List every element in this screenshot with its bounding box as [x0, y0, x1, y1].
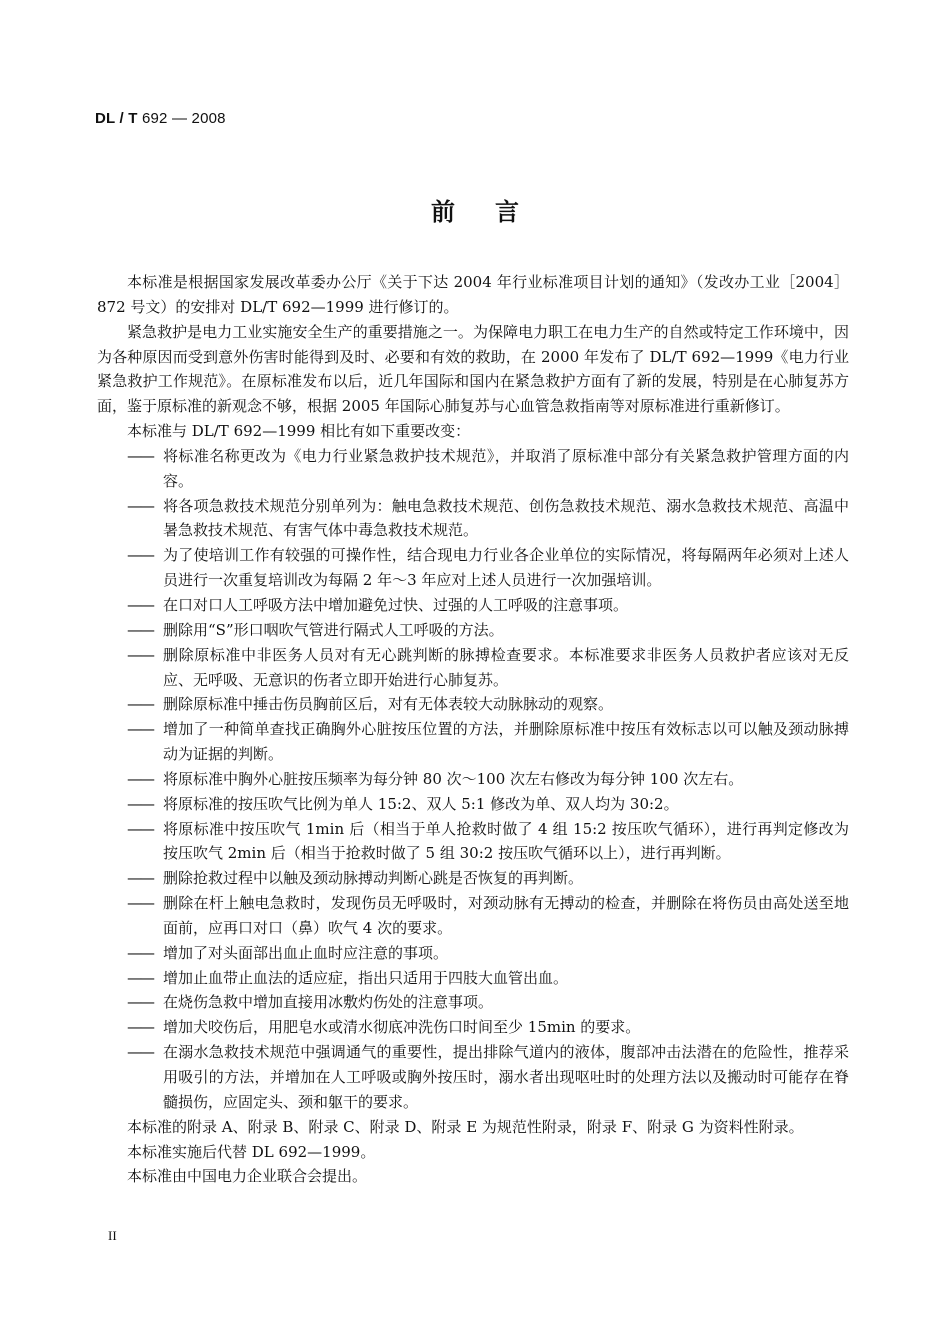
document-code-header	[95, 110, 226, 127]
list-item-text: 在口对口人工呼吸方法中增加避免过快、过强的人工呼吸的注意事项。	[163, 595, 629, 614]
list-item	[97, 1015, 849, 1040]
dash-marker: ——	[127, 446, 153, 465]
dash-marker: ——	[127, 496, 153, 515]
list-item-text: 增加了对头面部出血止血时应注意的事项。	[163, 943, 449, 962]
dash-marker: ——	[127, 968, 153, 987]
list-item	[97, 866, 849, 891]
dash-marker: ——	[127, 595, 153, 614]
list-item-text: 增加止血带止血法的适应症，指出只适用于四肢大血管出血。	[163, 968, 569, 987]
list-item-text: 将各项急救技术规范分别单列为：触电急救技术规范、创伤急救技术规范、溺水急救技术规范、高温中暑急救技术规范、有害气体中毒急救技术规范。	[163, 496, 849, 540]
list-item	[97, 891, 849, 941]
list-item-text: 将标准名称更改为《电力行业紧急救护技术规范》，并取消了原标准中部分有关紧急救护管理方面的内容。	[163, 446, 849, 490]
list-item	[97, 966, 849, 991]
list-item	[97, 444, 849, 494]
list-item	[97, 941, 849, 966]
dash-marker: ——	[127, 720, 153, 739]
paragraph: 本标准是根据国家发展改革委办公厅《关于下达 2004 年行业标准项目计划的通知》（发改办工业［2004］872 号文）的安排对 DL/T 692—1999 进行修订的。	[97, 273, 849, 316]
dash-marker: ——	[127, 1043, 153, 1062]
standard-code: DL / T	[95, 110, 138, 127]
list-item-text: 在溺水急救技术规范中强调通气的重要性，提出排除气道内的液体，腹部冲击法潜在的危险性，推荐采用吸引的方法，并增加在人工呼吸或胸外按压时，溺水者出现呕吐时的处理方法以及搬动时可能存在脊髓损伤，应固定头、颈和躯干的要求。	[163, 1043, 849, 1111]
list-item-text: 删除原标准中捶击伤员胸前区后，对有无体表较大动脉脉动的观察。	[163, 695, 614, 714]
list-item-text: 增加了一种简单查找正确胸外心脏按压位置的方法，并删除原标准中按压有效标志以可以触及颈动脉搏动为证据的判断。	[163, 720, 849, 764]
list-item	[97, 593, 849, 618]
dash-marker: ——	[127, 546, 153, 565]
list-item	[97, 618, 849, 643]
list-item-text: 删除抢救过程中以触及颈动脉搏动判断心跳是否恢复的再判断。	[163, 869, 584, 888]
list-item-text: 将原标准中按压吹气 1min 后（相当于单人抢救时做了 4 组 15:2 按压吹气循环），进行再判定修改为按压吹气 2min 后（相当于抢救时做了 5 组 30:2 按压吹气循环以上），进行再判断。	[163, 819, 849, 863]
list-item-text: 将原标准中胸外心脏按压频率为每分钟 80 次～100 次左右修改为每分钟 100 次左右。	[163, 769, 744, 788]
dash-marker: ——	[127, 645, 153, 664]
paragraph: 紧急救护是电力工业实施安全生产的重要措施之一。为保障电力职工在电力生产的自然或特定工作环境中，因为各种原因而受到意外伤害时能得到及时、必要和有效的救助，在 2000 年发布了 DL/T 692—1999《电力行业紧急救护工作规范》。在原标准发布以后，近几年国际和国内在紧急救护方面有了新的发展，特别是在心肺复苏方面，鉴于原标准的新观念不够，根据 2005 年国际心肺复苏与心血管急救指南等对原标准进行重新修订。	[97, 322, 849, 416]
dash-marker: ——	[127, 1018, 153, 1037]
dash-marker: ——	[127, 894, 153, 913]
list-item-text: 删除用“S”形口咽吹气管进行隔式人工呼吸的方法。	[163, 620, 504, 639]
list-item	[97, 1040, 849, 1115]
dash-marker: ——	[127, 794, 153, 813]
paragraph: 本标准由中国电力企业联合会提出。	[127, 1167, 368, 1186]
dash-marker: ——	[127, 695, 153, 714]
paragraph: 本标准实施后代替 DL 692—1999。	[127, 1142, 376, 1161]
list-item	[97, 817, 849, 867]
list-item-text: 将原标准的按压吹气比例为单人 15:2、双人 5:1 修改为单、双人均为 30:2。	[163, 794, 679, 813]
list-item	[97, 767, 849, 792]
list-item	[97, 543, 849, 593]
list-item-text: 删除原标准中非医务人员对有无心跳判断的脉搏检查要求。本标准要求非医务人员救护者应该对无反应、无呼吸、无意识的伤者立即开始进行心肺复苏。	[163, 645, 849, 689]
list-item-text: 在烧伤急救中增加直接用冰敷灼伤处的注意事项。	[163, 993, 494, 1012]
list-item	[97, 643, 849, 693]
list-item-text: 为了使培训工作有较强的可操作性，结合现电力行业各企业单位的实际情况，将每隔两年必须对上述人员进行一次重复培训改为每隔 2 年～3 年应对上述人员进行一次加强培训。	[163, 546, 849, 590]
dash-marker: ——	[127, 869, 153, 888]
list-item	[97, 692, 849, 717]
dash-marker: ——	[127, 769, 153, 788]
dash-marker: ——	[127, 993, 153, 1012]
dash-marker: ——	[127, 819, 153, 838]
list-item	[97, 990, 849, 1015]
paragraph: 本标准的附录 A、附录 B、附录 C、附录 D、附录 E 为规范性附录，附录 F、附录 G 为资料性附录。	[127, 1117, 804, 1136]
list-item	[97, 792, 849, 817]
paragraph: 本标准与 DL/T 692—1999 相比有如下重要改变：	[127, 422, 471, 441]
list-item-text: 删除在杆上触电急救时，发现伤员无呼吸时，对颈动脉有无搏动的检查，并删除在将伤员由高处送至地面前，应再口对口（鼻）吹气 4 次的要求。	[163, 894, 849, 937]
list-item	[97, 494, 849, 544]
list-item-text: 增加犬咬伤后，用肥皂水或清水彻底冲洗伤口时间至少 15min 的要求。	[163, 1018, 641, 1037]
dash-marker: ——	[127, 620, 153, 639]
standard-number: 692 — 2008	[141, 110, 226, 127]
page-title: 前言	[431, 198, 559, 226]
dash-marker: ——	[127, 943, 153, 962]
foreword-body	[97, 270, 849, 1189]
list-item	[97, 717, 849, 767]
page-number: II	[108, 1228, 117, 1243]
